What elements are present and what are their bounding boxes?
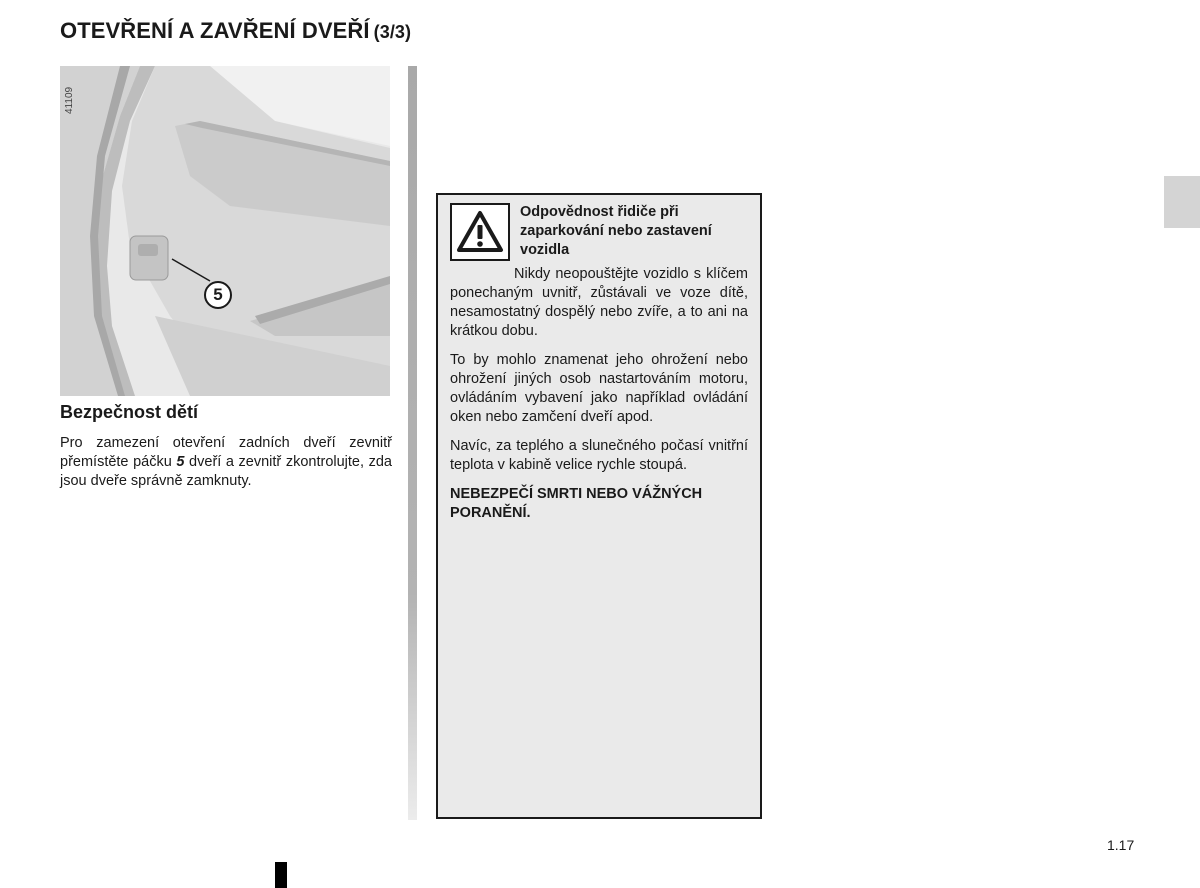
column-divider [408,66,417,820]
page-title [60,18,411,44]
warning-title: Odpovědnost řidiče při zaparkování nebo zastavení vozidla [520,204,712,258]
section-heading-child-safety: Bezpečnost dětí [60,402,199,422]
chapter-side-tab [1164,176,1200,228]
door-illustration [60,66,390,396]
warning-paragraph-2: To by mohlo znamenat jeho ohrožení nebo ohrožení jiných osob nastartováním motoru, ovládáním vybavení jako například ovládání oken nebo zamčení dveří apod. [450,352,748,425]
page-number: 1.17 [1107,837,1135,853]
warning-paragraph-1: Nikdy neopouštějte vozidlo s klíčem ponechaným uvnitř, zůstávali ve voze dítě, nesamostatný dospělý nebo zvíře, a to ani na krátkou dobu. [450,266,748,339]
warning-box [436,193,762,819]
callout-label-5: 5 [204,281,232,309]
child-safety-text-after: dveří a zevnitř zkontrolujte, zda jsou dveře správně zamknuty. [60,454,392,489]
child-safety-text-before: Pro zamezení otevření zadních dveří zevnitř přemístěte páčku [60,435,392,470]
page-title-text: OTEVŘENÍ A ZAVŘENÍ DVEŘÍ [60,18,370,43]
warning-triangle-icon [450,203,510,261]
warning-paragraph-3: Navíc, za teplého a slunečného počasí vnitřní teplota v kabině velice rychle stoupá. [450,438,748,473]
print-crop-mark [275,862,287,888]
child-safety-text [60,434,392,491]
page-title-part: (3/3) [373,22,412,42]
door-illustration-drawing [60,66,390,396]
child-safety-lever-ref: 5 [176,454,185,470]
figure-code: 41109 [64,86,75,114]
warning-danger-text: NEBEZPEČÍ SMRTI NEBO VÁŽNÝCH PORANĚNÍ. [450,486,703,521]
warning-header [450,203,748,261]
